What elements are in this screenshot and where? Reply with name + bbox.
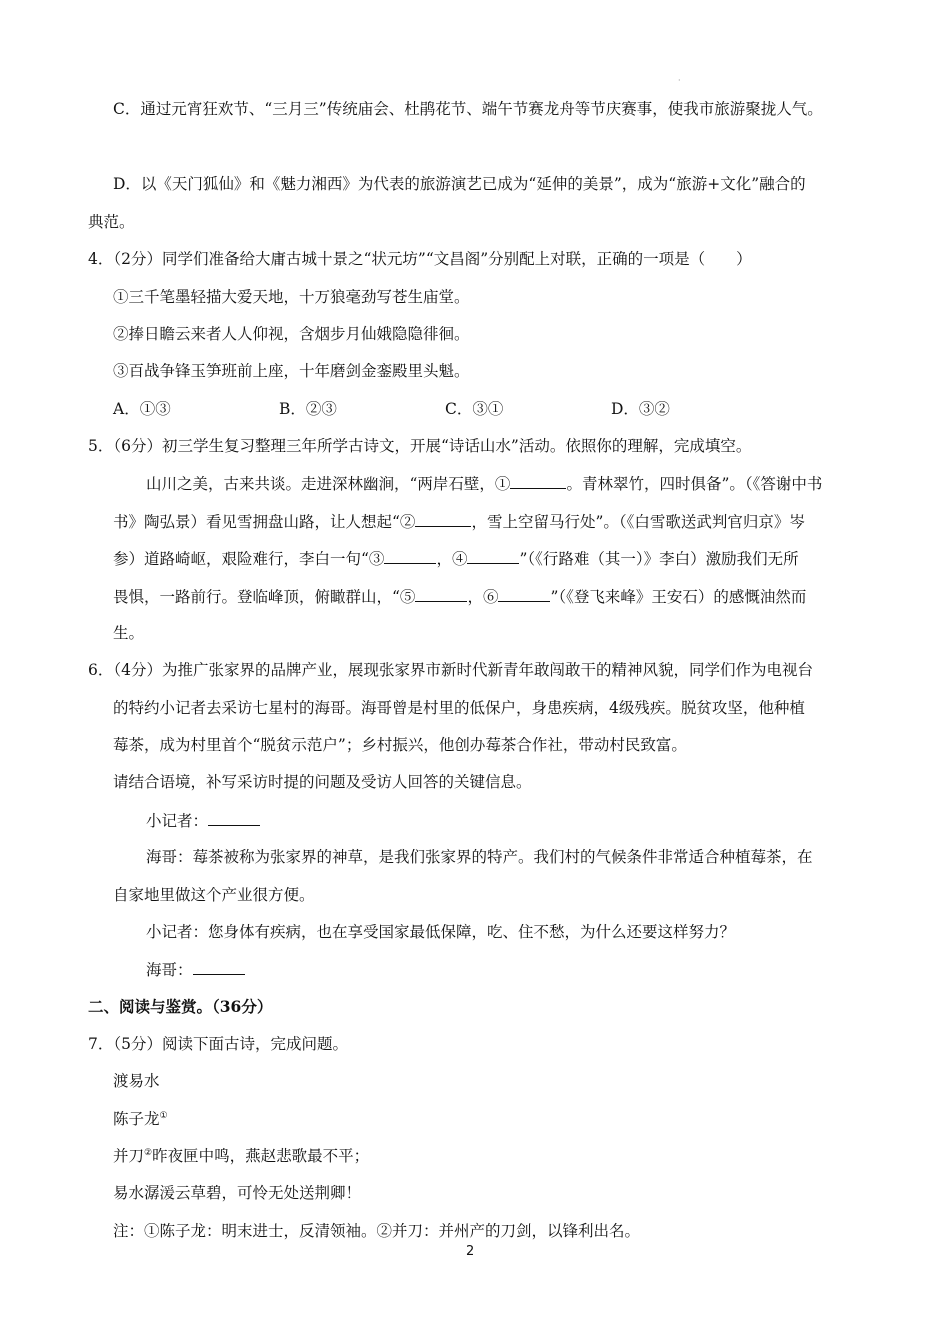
q3-option-d-line1: D．以《天门狐仙》和《魅力湘西》为代表的旅游演艺已成为“延伸的美景”，成为“旅游+文化”融合的 bbox=[113, 175, 806, 193]
q5-text: ”（《登飞来峰》王安石）的感慨油然而 bbox=[550, 588, 807, 606]
poem-author bbox=[113, 1108, 168, 1130]
q4-item-1: ①三千笔墨轻描大爱天地，十万狼毫劲写苍生庙堂。 bbox=[113, 288, 470, 306]
q5-line-2 bbox=[113, 510, 805, 533]
blank-3[interactable] bbox=[384, 547, 436, 564]
section-2-heading: 二、阅读与鉴赏。（36分） bbox=[88, 997, 273, 1016]
q3-option-d-line2: 典范。 bbox=[88, 213, 135, 231]
q6-text: 小记者： bbox=[146, 812, 209, 830]
blank-reporter[interactable] bbox=[208, 809, 260, 826]
q6-reporter-2: 小记者：您身体有疾病，也在享受国家最低保障，吃、住不愁，为什么还要这样努力？ bbox=[146, 923, 736, 941]
blank-2[interactable] bbox=[415, 510, 471, 527]
page-number: 2 bbox=[466, 1244, 475, 1259]
footnote-marker: ② bbox=[144, 1147, 153, 1158]
poem-text: 昨夜匣中鸣，燕赵悲歌最不平； bbox=[152, 1147, 370, 1165]
q5-text: 畏惧，一路前行。登临峰顶，俯瞰群山，“⑤ bbox=[113, 588, 416, 606]
q3-option-c: C．通过元宵狂欢节、“三月三”传统庙会、杜鹃花节、端午节赛龙舟等节庆赛事，使我市旅游聚拢人气。 bbox=[113, 100, 823, 118]
q6-stem-line3: 莓茶，成为村里首个“脱贫示范户”；乡村振兴，他创办莓茶合作社，带动村民致富。 bbox=[113, 736, 687, 754]
poem-text: 并刀 bbox=[113, 1147, 145, 1165]
q4-stem: 4．（2分）同学们准备给大庸古城十景之“状元坊”“文昌阁”分别配上对联，正确的一项是（ ） bbox=[88, 250, 752, 268]
poem-line-1 bbox=[113, 1145, 369, 1167]
q5-text: 。青林翠竹，四时俱备”。（《答谢中书 bbox=[566, 475, 823, 493]
q5-text: ，⑥ bbox=[467, 588, 499, 606]
q4-option-d: D．③② bbox=[611, 400, 670, 418]
q5-text: 山川之美，古来共谈。走进深林幽涧，“两岸石壁，① bbox=[146, 475, 511, 493]
q5-text: ”（《行路难（其一）》李白）激励我们无所 bbox=[519, 550, 799, 568]
q4-item-3: ③百战争锋玉笋班前上座，十年磨剑金銮殿里头魁。 bbox=[113, 362, 470, 380]
poem-author-name: 陈子龙 bbox=[113, 1110, 160, 1128]
q6-hage-1b: 自家地里做这个产业很方便。 bbox=[113, 886, 315, 904]
q5-line-5: 生。 bbox=[113, 624, 145, 642]
footnote-marker: ① bbox=[159, 1110, 168, 1121]
q4-item-2: ②捧日瞻云来者人人仰视，含烟步月仙娥隐隐徘徊。 bbox=[113, 325, 470, 343]
q5-line-3 bbox=[113, 547, 799, 570]
q7-stem: 7．（5分）阅读下面古诗，完成问题。 bbox=[88, 1035, 348, 1053]
blank-hage[interactable] bbox=[193, 958, 245, 975]
q5-text: ，④ bbox=[436, 550, 468, 568]
poem-title: 渡易水 bbox=[113, 1072, 160, 1090]
q4-option-c: C．③① bbox=[445, 400, 504, 418]
q4-option-a: A．①③ bbox=[113, 400, 171, 418]
blank-1[interactable] bbox=[510, 472, 566, 489]
blank-4[interactable] bbox=[467, 547, 519, 564]
q5-stem: 5．（6分）初三学生复习整理三年所学古诗文，开展“诗话山水”活动。依照你的理解，完成填空。 bbox=[88, 437, 752, 455]
blank-5[interactable] bbox=[415, 585, 467, 602]
q5-text: ，雪上空留马行处”。（《白雪歌送武判官归京》岑 bbox=[471, 513, 805, 531]
poem-line-2: 易水潺湲云草碧，可怜无处送荆卿！ bbox=[113, 1184, 362, 1202]
q4-options bbox=[113, 398, 777, 420]
q6-stem-line1: 6．（4分）为推广张家界的品牌产业，展现张家界市新时代新青年敢闯敢干的精神风貌，同学们作为电视台 bbox=[88, 661, 813, 679]
q6-reporter-1 bbox=[146, 809, 260, 832]
q6-hage-1a: 海哥：莓茶被称为张家界的神草，是我们张家界的特产。我们村的气候条件非常适合种植莓茶，在 bbox=[146, 848, 813, 866]
poem-notes: 注：①陈子龙：明末进士，反清领袖。②并刀：并州产的刀剑，以锋利出名。 bbox=[113, 1222, 641, 1240]
q6-text: 海哥： bbox=[146, 961, 193, 979]
top-mark: · bbox=[678, 76, 681, 85]
q6-instruction: 请结合语境，补写采访时提的问题及受访人回答的关键信息。 bbox=[113, 773, 532, 791]
blank-6[interactable] bbox=[498, 585, 550, 602]
q5-line-1 bbox=[146, 472, 822, 495]
q6-hage-2 bbox=[146, 958, 245, 981]
q4-option-b: B．②③ bbox=[279, 400, 337, 418]
q6-stem-line2: 的特约小记者去采访七星村的海哥。海哥曾是村里的低保户，身患疾病，4级残疾。脱贫攻坚，他种植 bbox=[113, 699, 805, 717]
q5-text: 书》陶弘景）看见雪拥盘山路，让人想起“② bbox=[113, 513, 416, 531]
q5-line-4 bbox=[113, 585, 806, 608]
q5-text: 参）道路崎岖，艰险难行，李白一句“③ bbox=[113, 550, 385, 568]
